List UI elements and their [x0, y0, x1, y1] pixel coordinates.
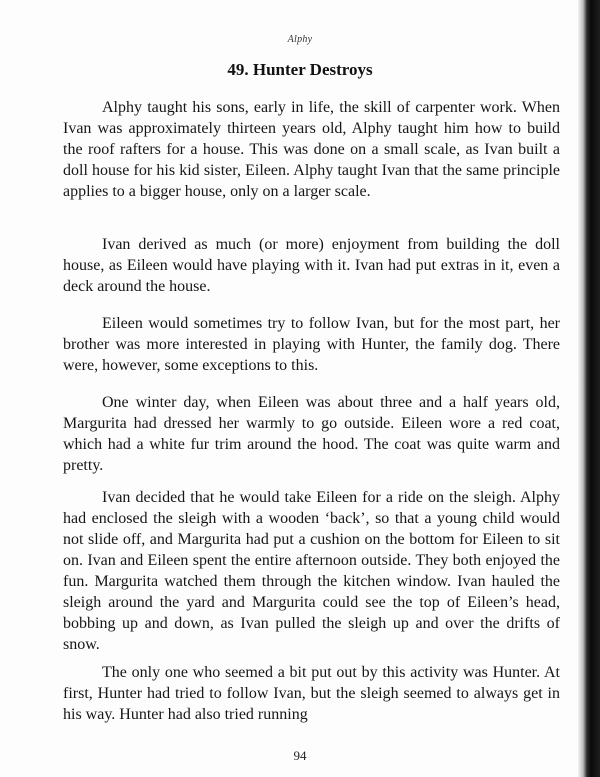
- paragraph-6: The only one who seemed a bit put out by this activity was Hunter. At first, Hunter had tried to follow Ivan, but the sleigh seemed to always get in his way. Hunter had also tried running: [63, 664, 560, 723]
- paragraph-3: Eileen would sometimes try to follow Ivan, but for the most part, her brother was more interested in playing with Hunter, the family dog. There were, however, some exceptions to this.: [63, 315, 560, 374]
- paragraph-5: Ivan decided that he would take Eileen for a ride on the sleigh. Alphy had enclosed the sleigh with a wooden ‘back’, so that a young child would not slide off, and Margurita had put a cushion on the bottom for Eileen to sit on. Ivan and Eileen spent the entire afternoon outside. They both enjoyed the fun. Margurita watched them through the kitchen window. Ivan hauled the sleigh around the yard and Margurita could see the top of Eileen’s head, bobbing up and down, as Ivan pulled the sleigh up and over the drifts of snow.: [63, 489, 560, 653]
- page-number: 94: [293, 748, 307, 763]
- paragraph-4: One winter day, when Eileen was about three and a half years old, Margurita had dressed her warmly to go outside. Eileen wore a red coat, which had a white fur trim around the hood. The coat was quite warm and pretty.: [63, 394, 560, 474]
- paragraph-2: Ivan derived as much (or more) enjoyment from building the doll house, as Eileen would have playing with it. Ivan had put extras in it, even a deck around the house.: [63, 236, 560, 295]
- chapter-title: 49. Hunter Destroys: [227, 60, 373, 79]
- paragraph-1: Alphy taught his sons, early in life, the skill of carpenter work. When Ivan was approximately thirteen years old, Alphy taught him how to build the roof rafters for a house. This was done on a small scale, as Ivan built a doll house for his kid sister, Eileen. Alphy taught Ivan that the same principle applies to a bigger house, only on a larger scale.: [63, 99, 560, 200]
- book-spine-edge: [578, 0, 600, 777]
- running-head: Alphy: [287, 34, 313, 45]
